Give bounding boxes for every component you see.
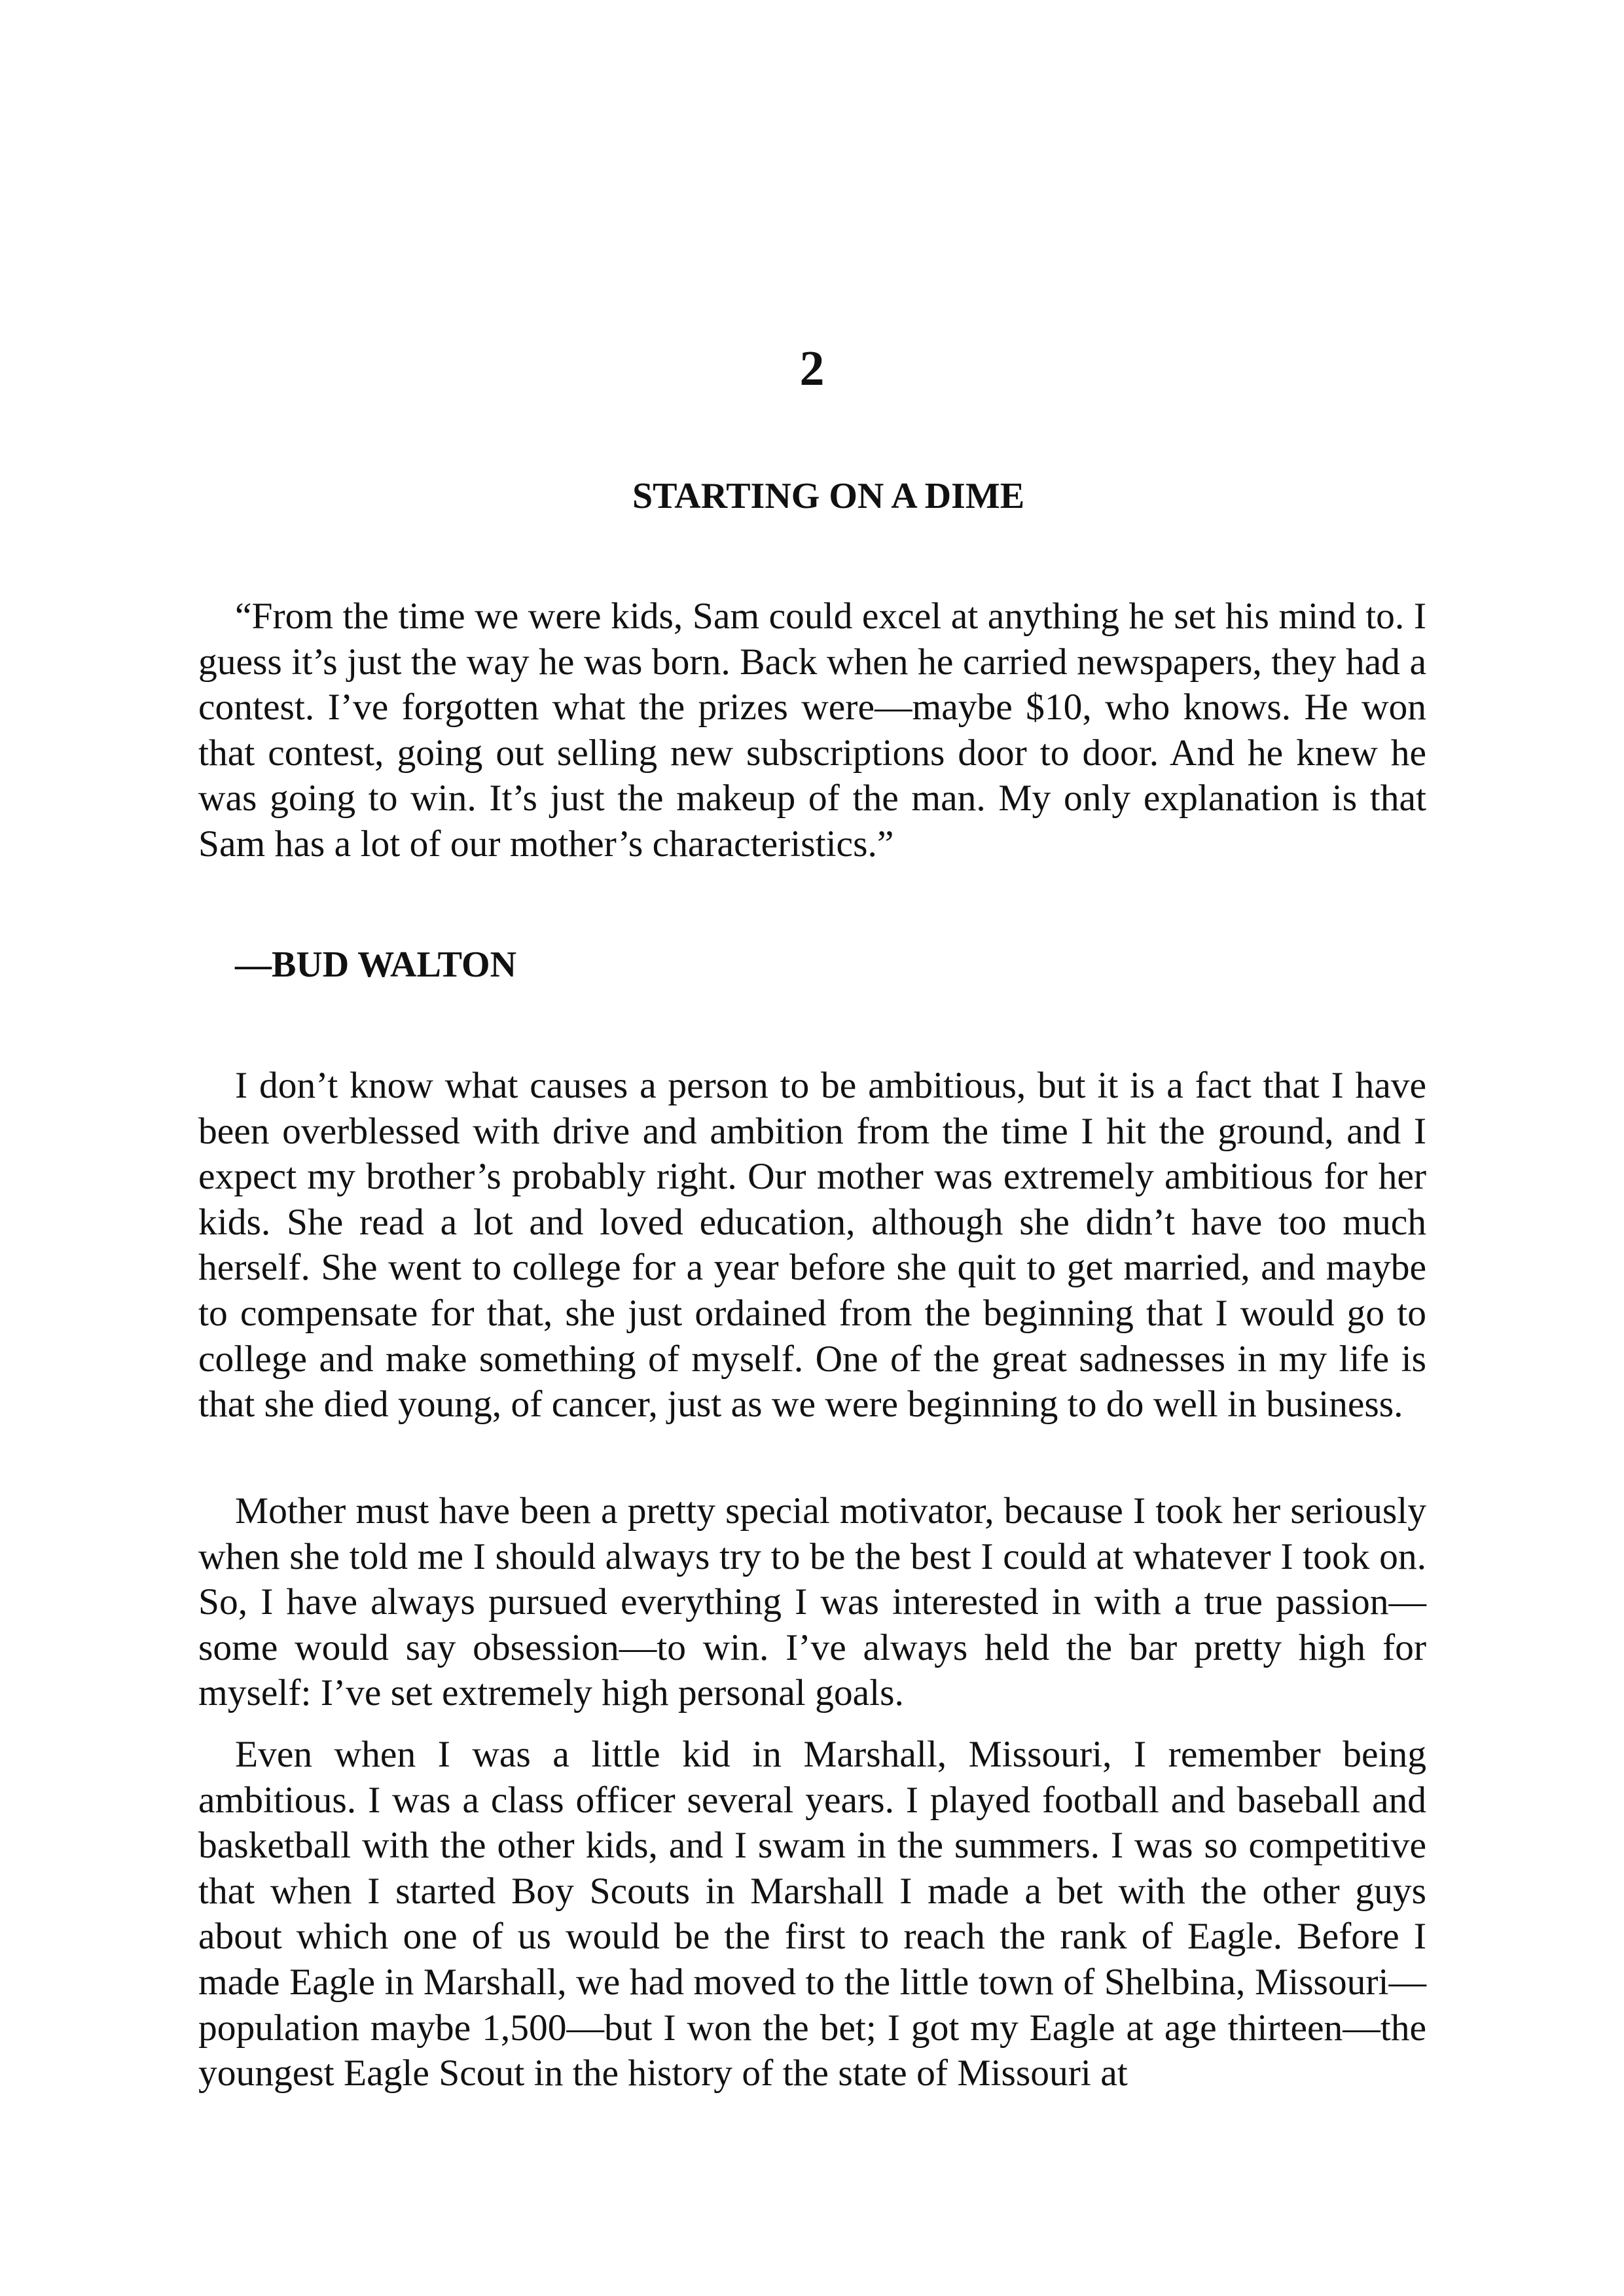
chapter-number: 2 xyxy=(799,341,825,396)
body-paragraph-1: I don’t know what causes a person to be ambitious, but it is a fact that I have been overblessed with drive and ambition from the time I hit the ground, and I expect my brother’s probably right. Our mother was extremely ambitious for her kids. She read a lot and loved education, although she didn’t have too much herself. She went to college for a year before she quit to get married, and maybe to compensate for that, she just ordained from the beginning that I would go to college and make something of myself. One of the great sadnesses in my life is that she died young, of cancer, just as we were beginning to do well in business. xyxy=(198,1065,1426,1426)
epigraph-quote: “From the time we were kids, Sam could excel at anything he set his mind to. I guess it’s just the way he was born. Back when he carried newspapers, they had a contest. I’ve forgotten what the prizes were—maybe $10, who knows. He won that contest, going out selling new subscriptions door to door. And he knew he was going to win. It’s just the makeup of the man. My only explanation is that Sam has a lot of our mother’s characteristics.” xyxy=(198,596,1426,865)
epigraph-attribution: —BUD WALTON xyxy=(235,944,517,985)
chapter-title: STARTING ON A DIME xyxy=(632,476,1025,516)
body-paragraph-2: Mother must have been a pretty special motivator, because I took her seriously when she told me I should always try to be the best I could at whatever I took on. So, I have always pursued everything I was interested in with a true passion—some would say obsession—to win. I’ve always held the bar pretty high for myself: I’ve set extremely high personal goals. xyxy=(198,1490,1426,1714)
body-paragraph-3: Even when I was a little kid in Marshall, Missouri, I remember being ambitious. I was a class officer several years. I played football and baseball and basketball with the other kids, and I swam in the summers. I was so competitive that when I started Boy Scouts in Marshall I made a bet with the other guys about which one of us would be the first to reach the rank of Eagle. Before I made Eagle in Marshall, we had moved to the little town of Shelbina, Missouri—population maybe 1,500—but I won the bet; I got my Eagle at age thirteen—the youngest Eagle Scout in the history of the state of Missouri at xyxy=(198,1734,1426,2094)
